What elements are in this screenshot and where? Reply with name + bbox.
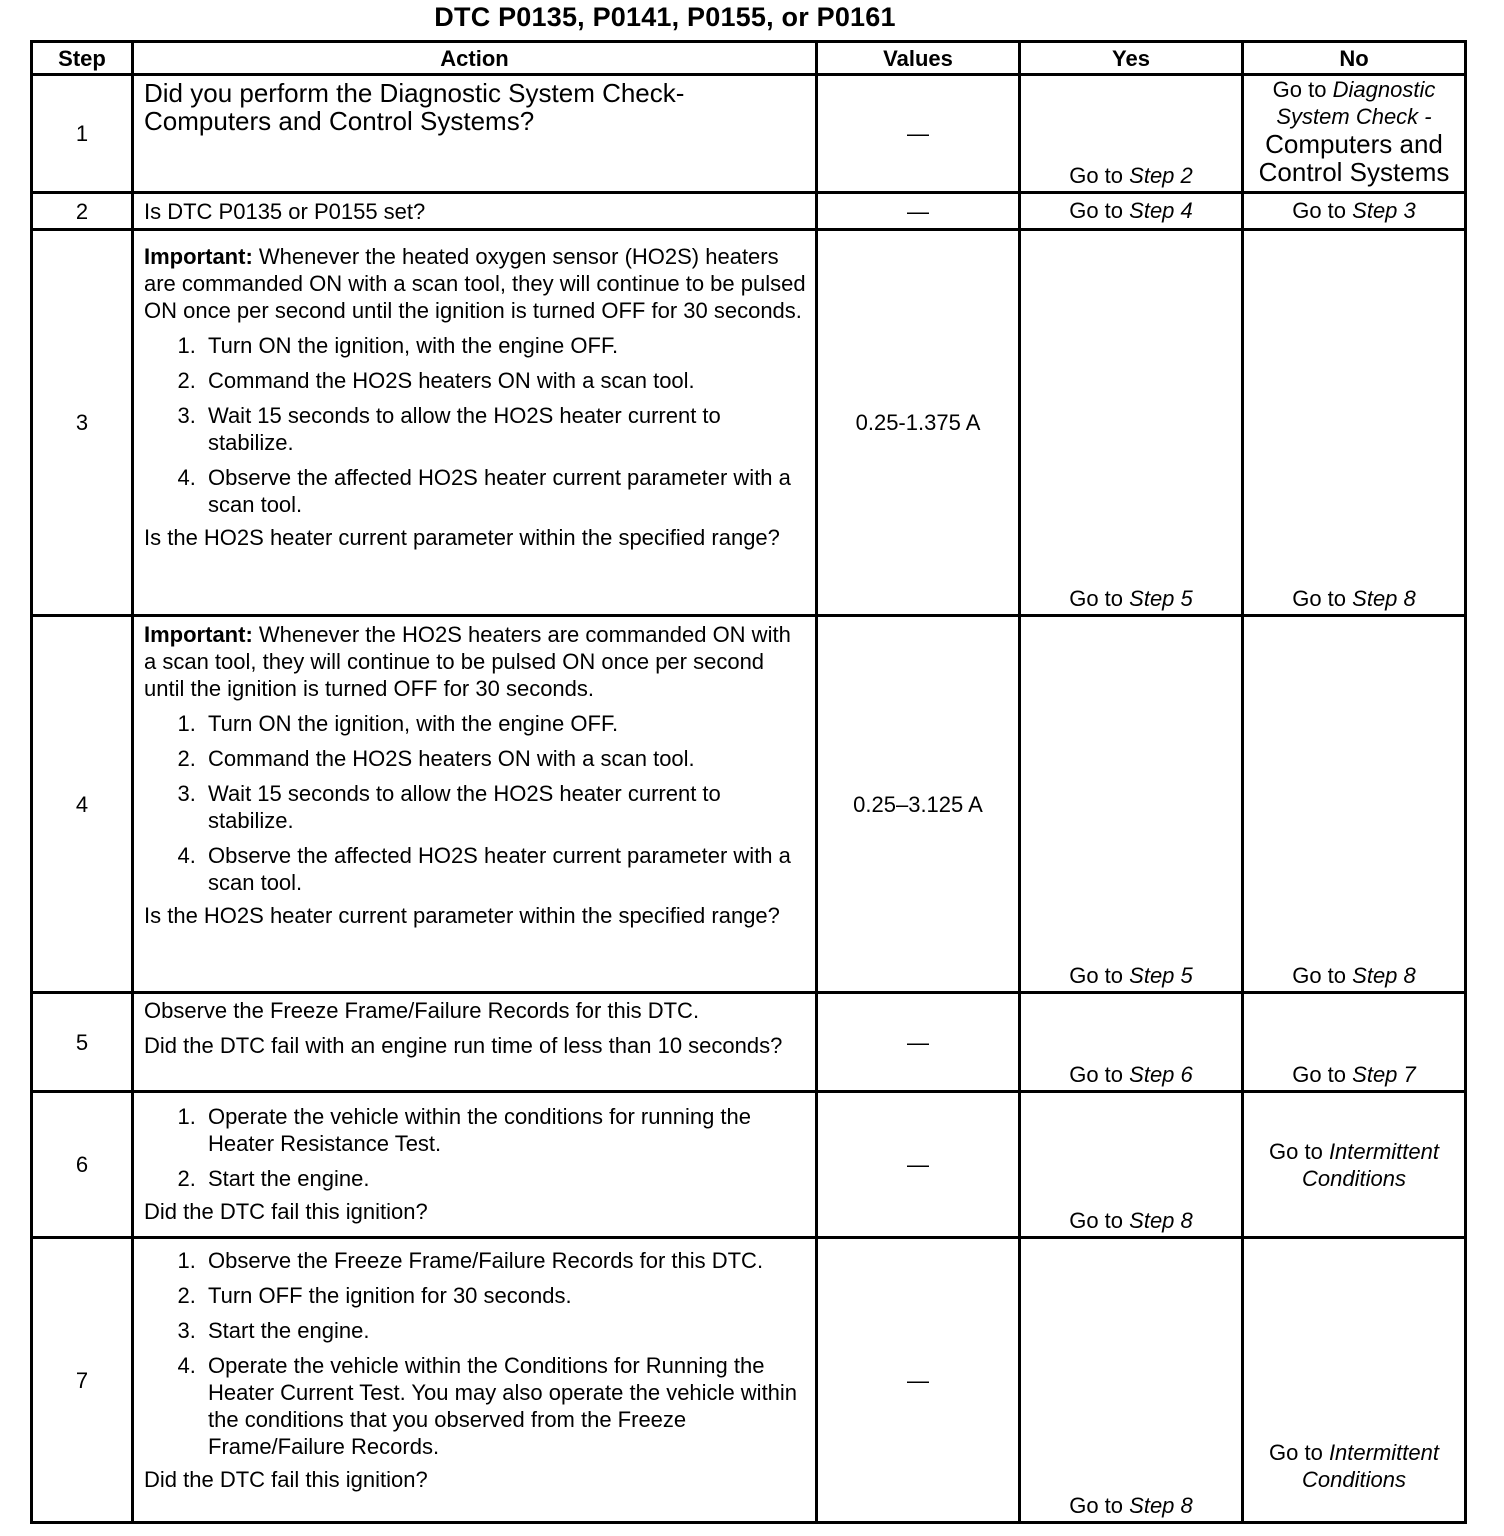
list-item: 1. Operate the vehicle within the conditions for running the Heater Resistance Test. [202,1103,807,1157]
action-cell [133,193,817,230]
step-number: 5 [32,993,133,1092]
important-note: Important: Whenever the HO2S heaters are commanded ON with a scan tool, they will continue to be pulsed ON once per second until the ignition is turned OFF for 30 seconds. [144,622,791,701]
table-row [32,993,1466,1092]
action-cell [133,75,817,193]
header-no: No [1243,42,1466,75]
table-row [32,1092,1466,1238]
header-step: Step [32,42,133,75]
yes-target: Step 8 [1129,1493,1193,1518]
no-cell: Go to Step 8 [1243,230,1466,616]
yes-cell: Go to Step 2 [1020,75,1243,193]
procedure-list [144,710,807,896]
step-number: 6 [32,1092,133,1238]
table-row [32,616,1466,993]
value-cell: — [817,1238,1020,1523]
no-target: Step 8 [1352,586,1416,611]
header-yes: Yes [1020,42,1243,75]
yes-target: Step 4 [1129,197,1193,223]
yes-target: Step 8 [1129,1208,1193,1233]
yes-target: Step 5 [1129,963,1193,988]
list-item: 1. Turn ON the ignition, with the engine OFF. [202,710,807,737]
no-target: Intermittent Conditions [1302,1138,1439,1191]
value-cell: — [817,993,1020,1092]
header-row [32,42,1466,75]
list-item: 2. Start the engine. [202,1165,807,1192]
no-target: Step 8 [1352,963,1416,988]
diagnostic-table [30,40,1467,1524]
value-cell: 0.25–3.125 A [817,616,1020,993]
important-note: Important: Whenever the heated oxygen sensor (HO2S) heaters are commanded ON with a scan tool, they will continue to be pulsed ON once per second until the ignition is turned OFF for 30 seconds. [144,244,806,323]
value-cell: — [817,75,1020,193]
yes-cell: Go to Step 8 [1020,1238,1243,1523]
yes-cell: Go to Step 6 [1020,993,1243,1092]
no-cell: Go to Diagnostic System Check - Computers and Control Systems [1243,75,1466,193]
action-cell [133,1238,817,1523]
no-cell: Go to Step 8 [1243,616,1466,993]
value-cell: 0.25-1.375 A [817,230,1020,616]
no-cell: Go to Intermittent Conditions [1243,1238,1466,1523]
action-cell [133,616,817,993]
list-item: 4. Observe the affected HO2S heater current parameter with a scan tool. [202,842,807,896]
yes-target: Step 5 [1129,586,1193,611]
value-cell: — [817,193,1020,230]
list-item: 3. Start the engine. [202,1317,807,1344]
no-cell: Go to Step 7 [1243,993,1466,1092]
action-cell [133,230,817,616]
yes-target: Step 2 [1129,163,1193,188]
question: Did the DTC fail this ignition? [144,1199,428,1224]
no-cell: Go to Intermittent Conditions [1243,1092,1466,1238]
yes-cell: Go to Step 4 [1020,193,1243,230]
no-target: Step 3 [1352,197,1416,223]
question: Did the DTC fail this ignition? [144,1467,428,1492]
list-item: 1. Observe the Freeze Frame/Failure Records for this DTC. [202,1247,807,1274]
table-row [32,75,1466,193]
action-text: Is DTC P0135 or P0155 set? [144,198,426,224]
question: Is the HO2S heater current parameter within the specified range? [144,903,780,928]
question: Is the HO2S heater current parameter within the specified range? [144,525,780,550]
procedure-list [144,1103,807,1192]
procedure-list [144,1247,807,1460]
yes-cell: Go to Step 5 [1020,616,1243,993]
action-cell [133,1092,817,1238]
yes-cell: Go to Step 5 [1020,230,1243,616]
yes-target: Step 6 [1129,1062,1193,1087]
procedure-list [144,332,807,518]
action-cell [133,993,817,1092]
list-item: 1. Turn ON the ignition, with the engine OFF. [202,332,807,359]
table-row [32,1238,1466,1523]
header-action: Action [133,42,817,75]
no-cell: Go to Step 3 [1243,193,1466,230]
list-item: 2. Command the HO2S heaters ON with a scan tool. [202,745,807,772]
question: Did the DTC fail with an engine run time of less than 10 seconds? [144,1033,783,1058]
header-values: Values [817,42,1020,75]
page-title: DTC P0135, P0141, P0155, or P0161 [434,2,896,32]
step-number: 3 [32,230,133,616]
list-item: 3. Wait 15 seconds to allow the HO2S heater current to stabilize. [202,780,807,834]
list-item: 2. Turn OFF the ignition for 30 seconds. [202,1282,807,1309]
action-text: Did you perform the Diagnostic System Check-Computers and Control Systems? [144,78,685,136]
list-item: 4. Observe the affected HO2S heater current parameter with a scan tool. [202,464,807,518]
step-number: 4 [32,616,133,993]
no-target: Step 7 [1352,1062,1416,1087]
action-text: Observe the Freeze Frame/Failure Records for this DTC. [144,998,700,1023]
yes-cell: Go to Step 8 [1020,1092,1243,1238]
list-item: 4. Operate the vehicle within the Conditions for Running the Heater Current Test. You may also operate the vehicle within the conditions that you observed from the Freeze Frame/Failure Records. [202,1352,807,1460]
no-target: Intermittent Conditions [1302,1440,1439,1492]
step-number: 7 [32,1238,133,1523]
step-number: 1 [32,75,133,193]
table-row [32,230,1466,616]
list-item: 3. Wait 15 seconds to allow the HO2S heater current to stabilize. [202,402,807,456]
list-item: 2. Command the HO2S heaters ON with a scan tool. [202,367,807,394]
table-row [32,193,1466,230]
value-cell: — [817,1092,1020,1238]
step-number: 2 [32,193,133,230]
